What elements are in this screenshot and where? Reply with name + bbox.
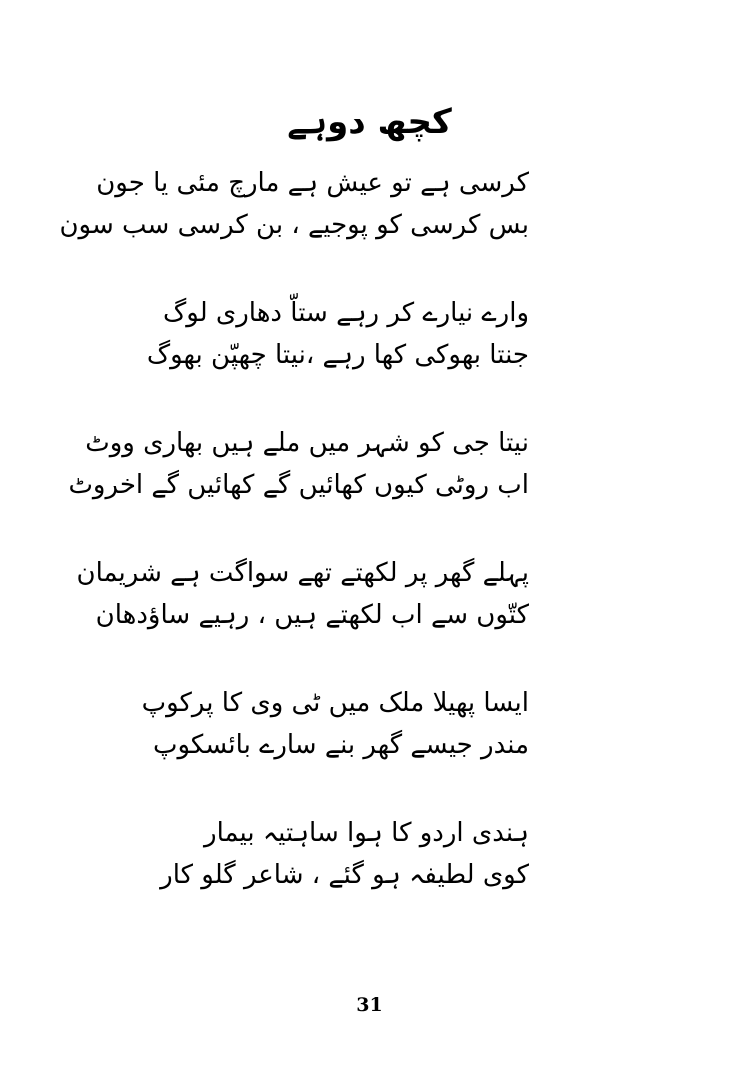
verse-line: پہلے گھر پر لکھتے تھے سواگت ہے شریمان	[76, 558, 529, 588]
stanza	[146, 292, 529, 376]
verse-line: کوی لطیفہ ہو گئے ، شاعر گلو کار	[160, 860, 529, 890]
verse-line: ایسا پھیلا ملک میں ٹی وی کا پرکوپ	[141, 688, 529, 718]
verse-line: کرسی ہے تو عیش ہے مارچ مئی یا جون	[96, 168, 529, 198]
verse-line: بس کرسی کو پوجیے ، بن کرسی سب سون	[59, 210, 529, 240]
stanza	[159, 812, 529, 896]
poem-title: کچھ دوہے	[287, 102, 452, 142]
page-number: 31	[356, 994, 383, 1016]
verse-line: مندر جیسے گھر بنے سارے بائسکوپ	[152, 730, 529, 760]
verse-line: نیتا جی کو شہر میں ملے ہیں بھاری ووٹ	[85, 428, 529, 458]
stanza	[141, 682, 529, 766]
stanza	[76, 552, 529, 636]
stanza	[68, 422, 529, 506]
stanza	[59, 162, 529, 246]
verse-line: وارے نیارے کر رہے ستاّ دھاری لوگ	[163, 298, 529, 328]
verse-line: اب روٹی کیوں کھائیں گے کھائیں گے اخروٹ	[68, 470, 529, 500]
verse-line: کتّوں سے اب لکھتے ہیں ، رہیے ساؤدھان	[95, 600, 529, 630]
verse-line: جنتا بھوکی کھا رہے ،نیتا چھپّن بھوگ	[146, 340, 529, 370]
verse-line: ہندی اردو کا ہوا ساہتیہ بیمار	[204, 818, 529, 848]
